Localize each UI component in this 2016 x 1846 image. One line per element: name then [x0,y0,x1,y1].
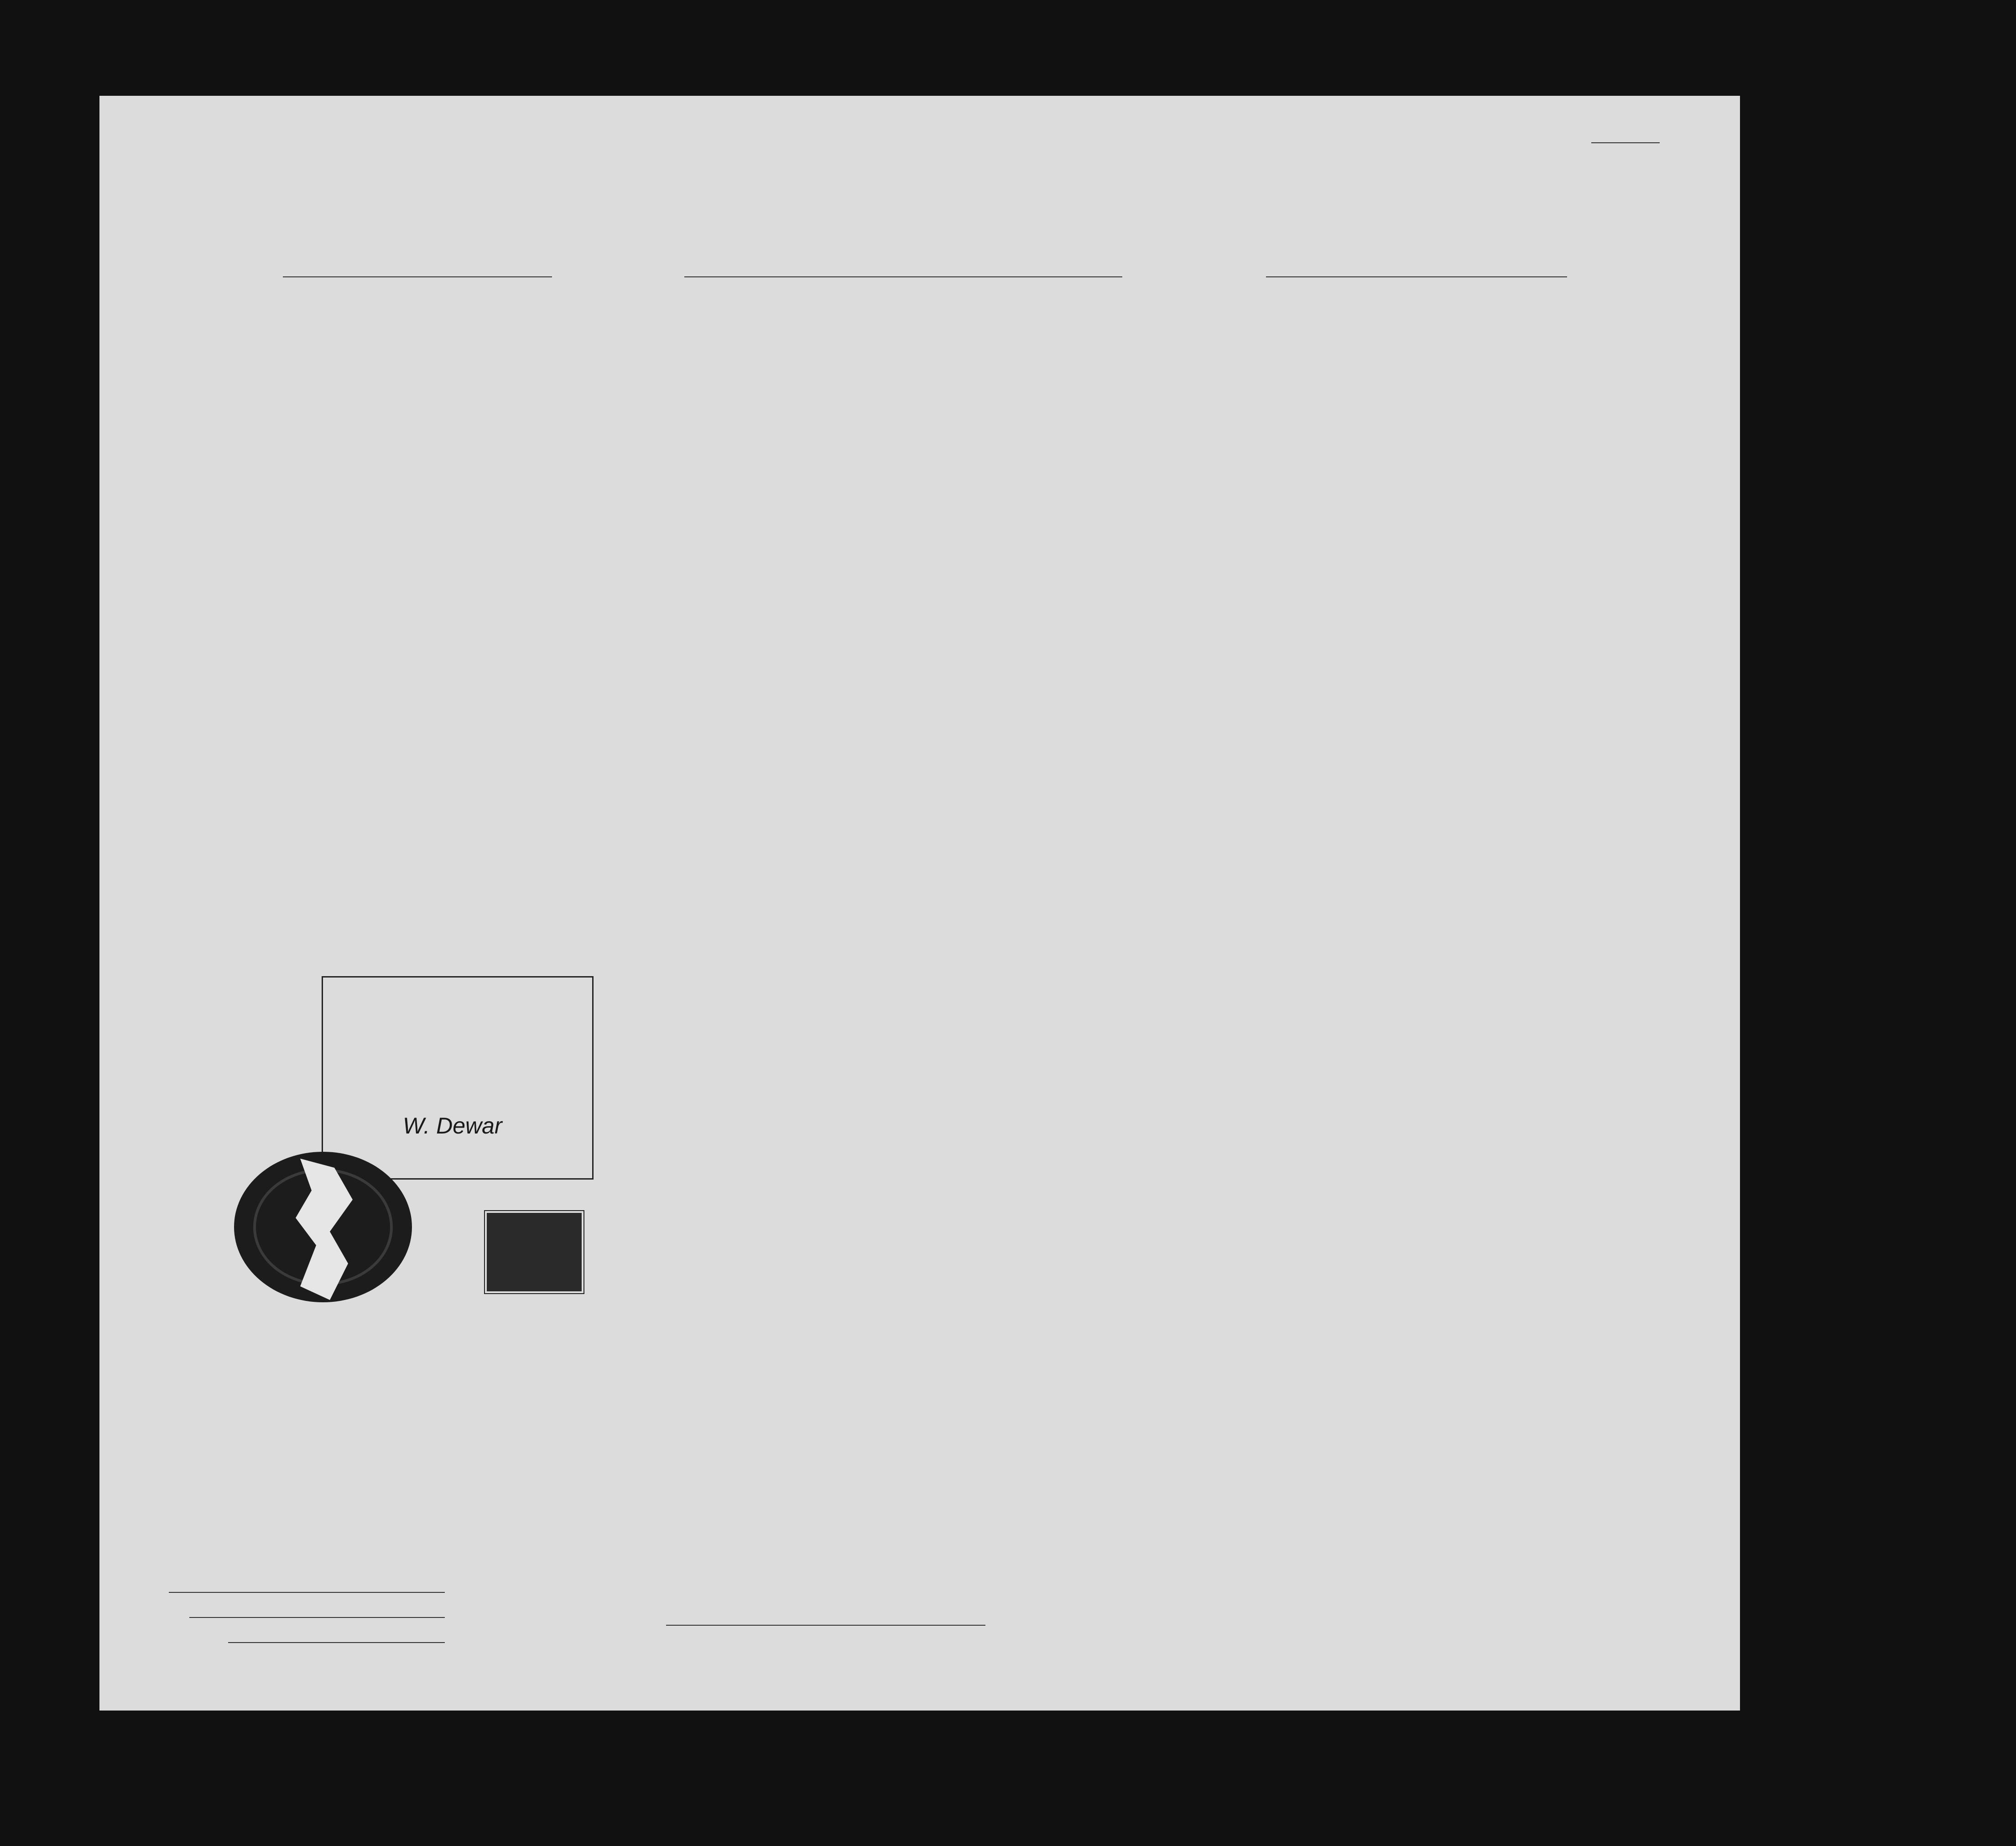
col12-header [1321,303,1410,321]
col5-header [675,303,842,312]
inspector-underline [666,1625,985,1626]
arriving-underline [684,276,1122,277]
footer-agents-underline [228,1642,445,1643]
col1-header [133,303,195,312]
col13-header [1410,303,1451,321]
vessel-underline [283,276,552,277]
from-underline [1266,276,1567,277]
wax-seal [232,1149,419,1305]
col6-header [842,303,1004,312]
col9-header [1147,303,1188,321]
col2-header [196,303,541,312]
footer-line-underline [169,1592,445,1593]
col14-header [1451,303,1501,321]
col10-header [1188,303,1229,321]
col4-header [630,303,675,306]
stamp-consul-signature: W. Dewar [403,1113,502,1139]
col8-header [1099,303,1147,312]
sheet-underline [1591,142,1660,143]
col15-header [1501,303,1594,312]
col11-header [1229,303,1321,321]
col7-header [1004,303,1099,312]
col3-header [541,303,630,312]
footer-owners-underline [189,1617,445,1618]
fee-stamp [485,1211,583,1293]
